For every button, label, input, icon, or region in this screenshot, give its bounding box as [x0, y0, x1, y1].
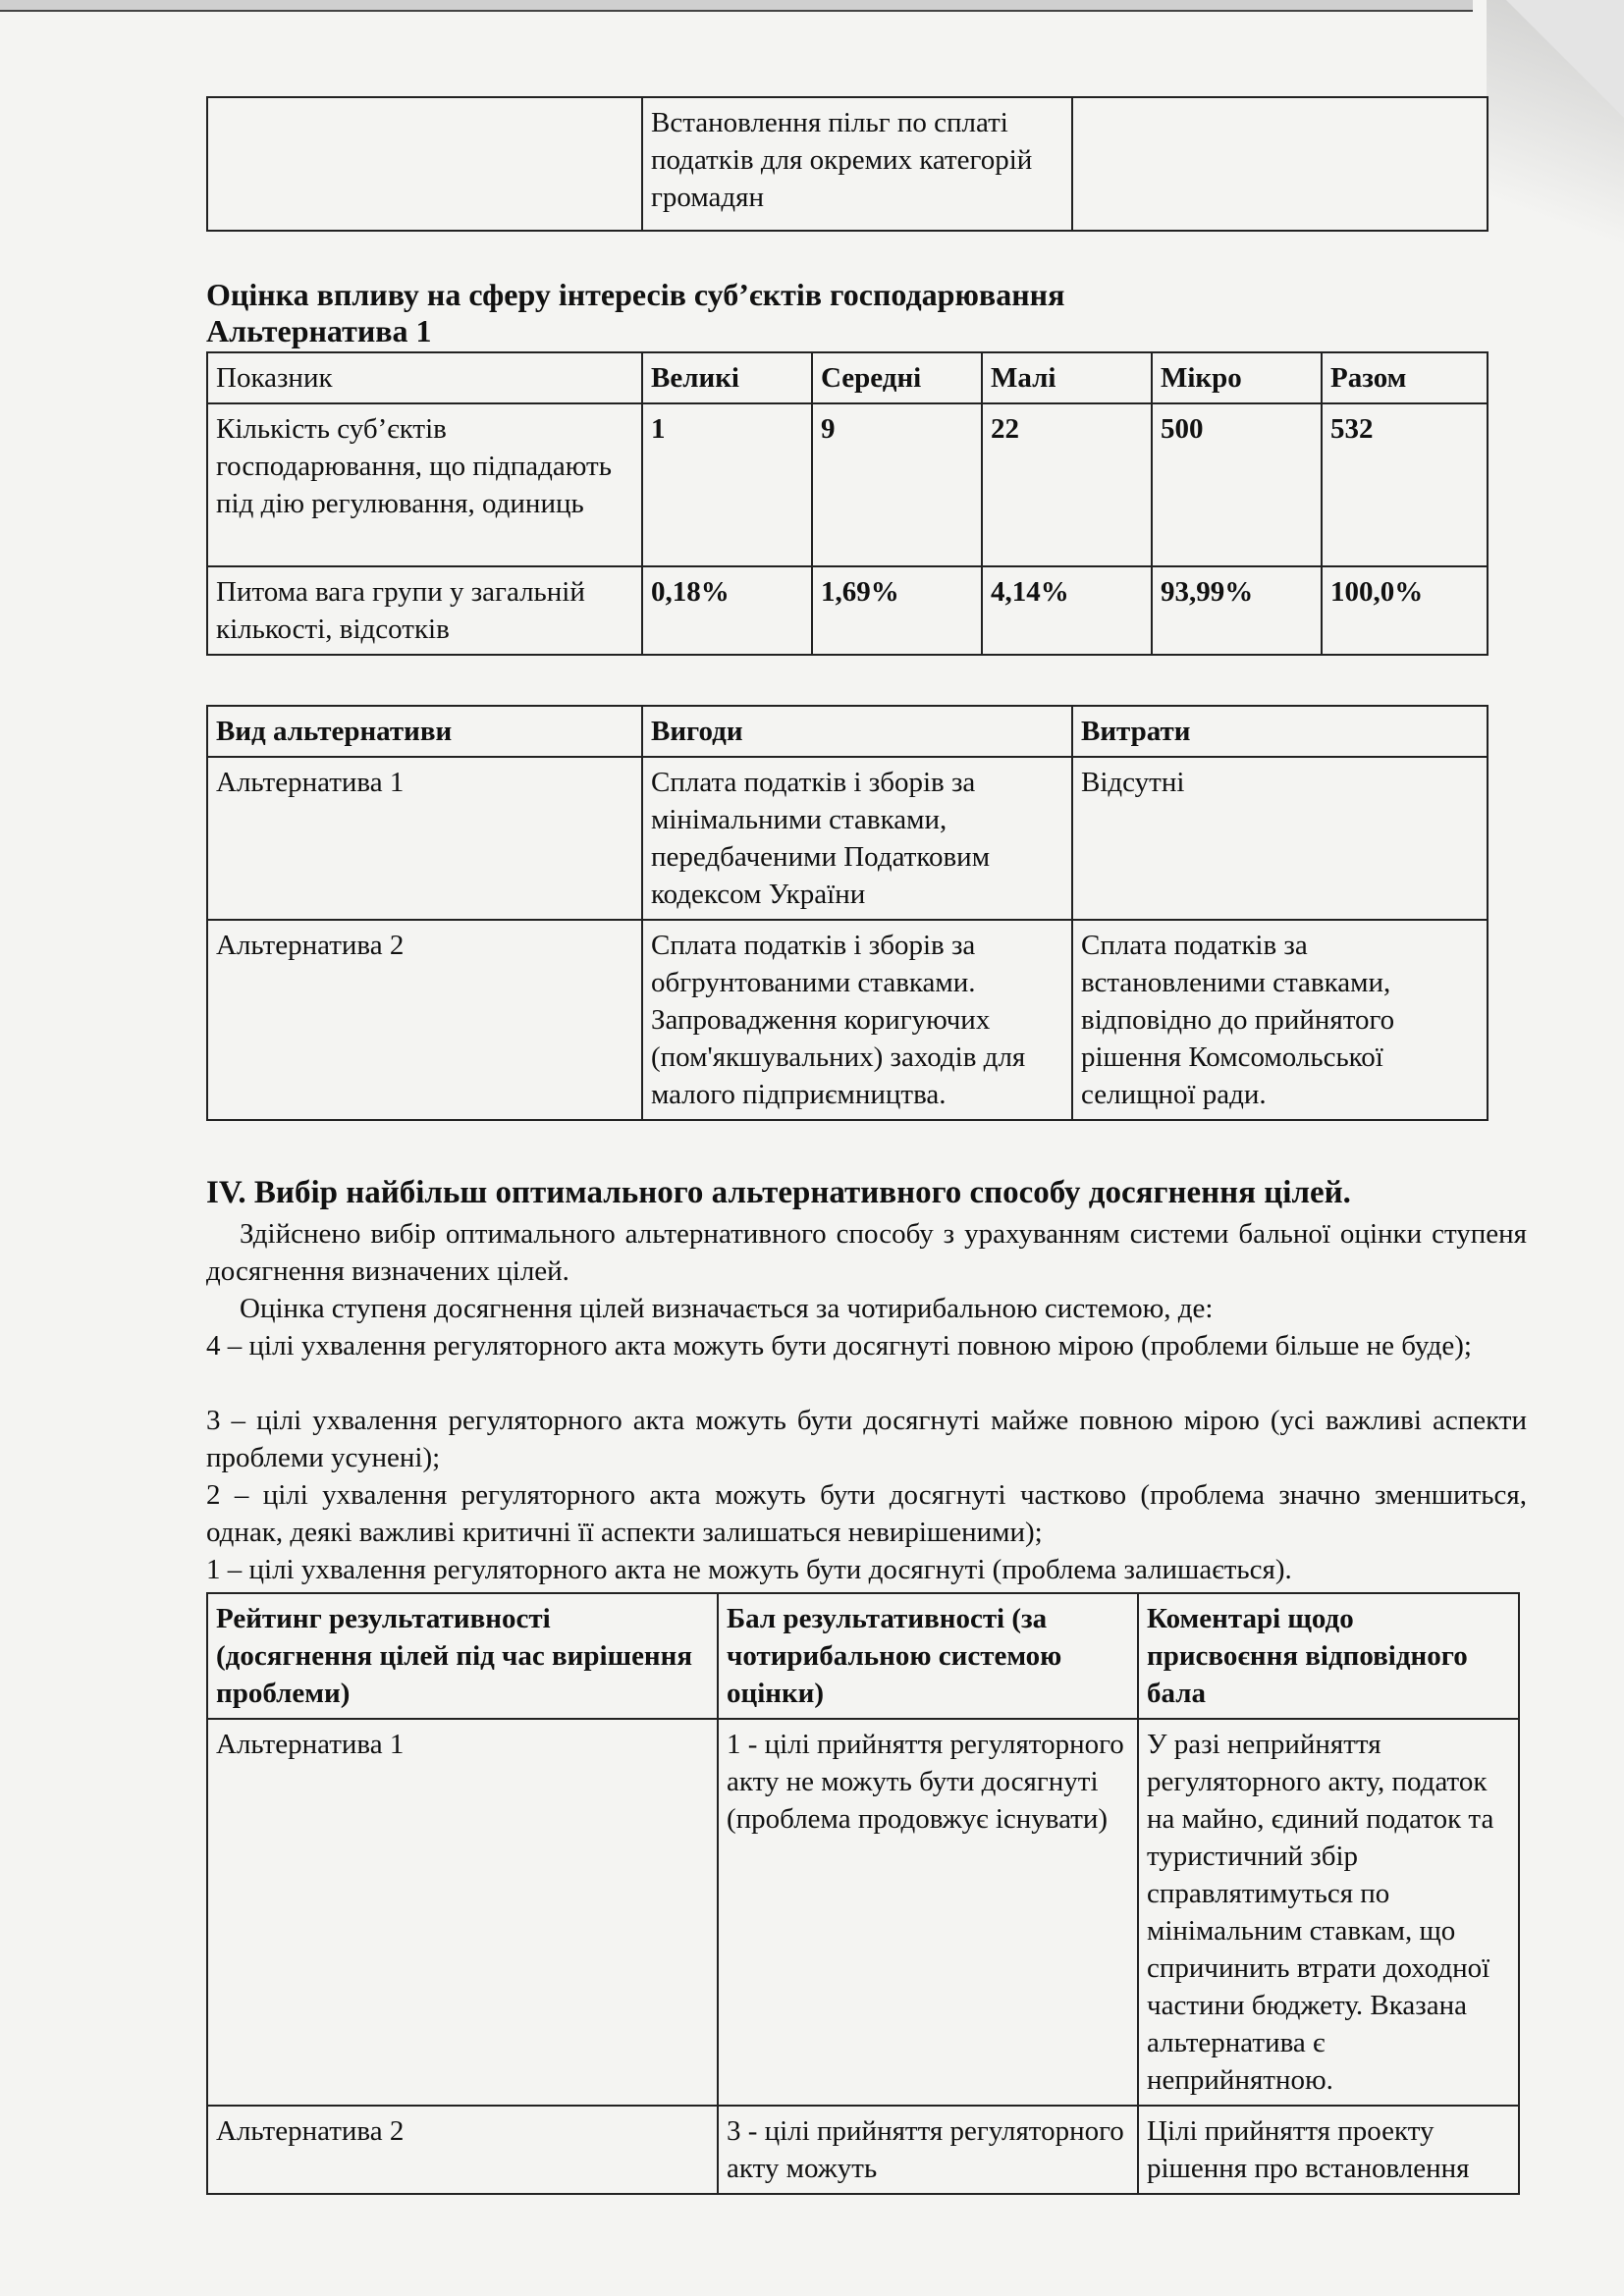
value-cell: 4,14% [982, 566, 1152, 655]
table-row [207, 757, 1488, 920]
value-cell: 93,99% [1152, 566, 1322, 655]
header-cell: Коментарі щодо присвоєння відповідного бала [1138, 1593, 1519, 1719]
table-row [207, 2106, 1519, 2194]
top-continuation-table [206, 96, 1489, 232]
empty-cell [1072, 97, 1488, 231]
value-cell: 500 [1152, 403, 1322, 566]
header-cell: Бал результативності (за чотирибальною системою оцінки) [718, 1593, 1138, 1719]
table-header-row [207, 1593, 1519, 1719]
table-row [207, 566, 1488, 655]
alternative-name: Альтернатива 1 [207, 1719, 718, 2106]
impact-table [206, 351, 1489, 656]
header-cell: Рейтинг результативності (досягнення цілей під час вирішення проблеми) [207, 1593, 718, 1719]
empty-cell [207, 97, 642, 231]
table-row [207, 403, 1488, 566]
benefit-cell: Встановлення пільг по сплаті податків для окремих категорій громадян [642, 97, 1072, 231]
alternatives-table [206, 705, 1489, 1121]
value-cell: 1 [642, 403, 812, 566]
benefits-cell: Сплата податків і зборів за мінімальними ставками, передбаченими Податковим кодексом України [642, 757, 1072, 920]
scale-intro: Оцінка ступеня досягнення цілей визначається за чотирибальною системою, де: [240, 1293, 1214, 1324]
header-cell: Вигоди [642, 706, 1072, 757]
scale-item-1: 1 – цілі ухвалення регуляторного акта не можуть бути досягнуті (проблема залишається). [206, 1554, 1292, 1585]
value-cell: 22 [982, 403, 1152, 566]
alternative-name: Альтернатива 2 [207, 2106, 718, 2194]
value-cell: 1,69% [812, 566, 982, 655]
rating-table [206, 1592, 1520, 2195]
alternative-name: Альтернатива 2 [207, 920, 642, 1120]
costs-cell: Сплата податків за встановленими ставками, відповідно до прийнятого рішення Комсомольської селищної ради. [1072, 920, 1488, 1120]
table-header-row [207, 352, 1488, 403]
header-cell: Вид альтернативи [207, 706, 642, 757]
header-cell: Великі [642, 352, 812, 403]
row-label: Кількість суб’єктів господарювання, що підпадають під дію регулювання, одиниць [207, 403, 642, 566]
table-row [207, 97, 1488, 231]
header-cell: Мікро [1152, 352, 1322, 403]
scale-item-3: 3 – цілі ухвалення регуляторного акта можуть бути досягнуті майже повною мірою (усі важливі аспекти проблеми усунені); [206, 1405, 1527, 1473]
benefits-cell: Сплата податків і зборів за обгрунтованими ставками. Запровадження коригуючих (пом'якшувальних) заходів для малого підприємництва. [642, 920, 1072, 1120]
value-cell: 532 [1322, 403, 1488, 566]
score-cell: 1 - цілі прийняття регуляторного акту не можуть бути досягнуті (проблема продовжує існувати) [718, 1719, 1138, 2106]
impact-section-title: Оцінка впливу на сферу інтересів суб’єктів господарювання [206, 277, 1065, 312]
impact-section-subtitle: Альтернатива 1 [206, 313, 432, 348]
value-cell: 100,0% [1322, 566, 1488, 655]
table-header-row [207, 706, 1488, 757]
row-label: Питома вага групи у загальній кількості, відсотків [207, 566, 642, 655]
costs-cell: Відсутні [1072, 757, 1488, 920]
table-row [207, 1719, 1519, 2106]
alternative-name: Альтернатива 1 [207, 757, 642, 920]
comment-cell: У разі неприйняття регуляторного акту, податок на майно, єдиний податок та туристичний збір справлятимуться по мінімальним ставкам, що спричинить втрати доходної частини бюджету. Вказана альтернатива є неприйнятною. [1138, 1719, 1519, 2106]
header-cell: Середні [812, 352, 982, 403]
value-cell: 0,18% [642, 566, 812, 655]
folded-corner [1506, 0, 1624, 118]
section-title: IV. Вибір найбільш оптимального альтернативного способу досягнення цілей. [206, 1175, 1351, 1210]
scale-item-4: 4 – цілі ухвалення регуляторного акта можуть бути досягнуті повною мірою (проблеми більше не буде); [206, 1330, 1472, 1362]
scan-top-edge [0, 0, 1473, 12]
header-cell: Показник [207, 352, 642, 403]
section-intro: Здійснено вибір оптимального альтернативного способу з урахуванням системи бальної оцінки ступеня досягнення визначених цілей. [206, 1218, 1527, 1287]
table-row [207, 920, 1488, 1120]
scale-item-2: 2 – цілі ухвалення регуляторного акта можуть бути досягнуті частково (проблема значно зменшиться, однак, деякі важливі критичні її аспекти залишаться невирішеними); [206, 1479, 1527, 1548]
score-cell: 3 - цілі прийняття регуляторного акту можуть [718, 2106, 1138, 2194]
value-cell: 9 [812, 403, 982, 566]
header-cell: Витрати [1072, 706, 1488, 757]
header-cell: Малі [982, 352, 1152, 403]
comment-cell: Цілі прийняття проекту рішення про встановлення [1138, 2106, 1519, 2194]
header-cell: Разом [1322, 352, 1488, 403]
